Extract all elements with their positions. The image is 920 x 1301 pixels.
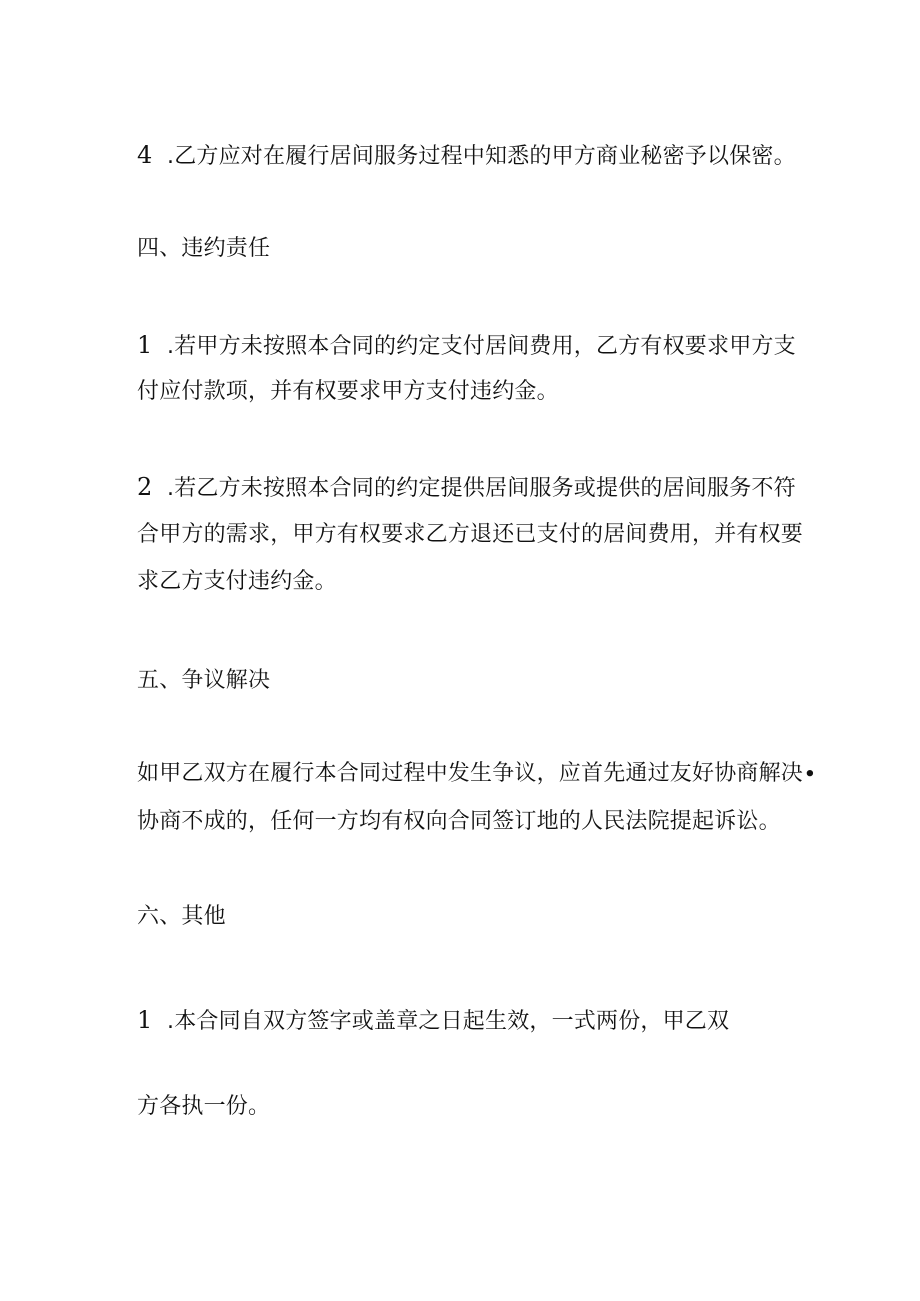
section-4-heading: 四、违约责任 [137, 236, 271, 261]
section-6-item-1-text-1: .本合同自双方签字或盖章之日起生效，一式两份，甲乙双 [167, 1009, 730, 1034]
section-5-heading: 五、争议解决 [137, 668, 271, 693]
section-4-item-1-line-1 [137, 330, 796, 362]
section-5-line-1: 如甲乙双方在履行本合同过程中发生争议，应首先通过友好协商解决∙ [137, 761, 817, 786]
section-4-item-1-text-1: .若甲方未按照本合同的约定支付居间费用，乙方有权要求甲方支 [167, 334, 796, 359]
section-6-item-1-line-2: 方各执一份。 [137, 1094, 271, 1119]
section-4-item-1-number: 1 [137, 331, 153, 359]
section-4-item-2-line-1 [137, 472, 796, 504]
section-4-item-2-line-2: 合甲方的需求，甲方有权要求乙方退还已支付的居间费用，并有权要 [137, 522, 804, 547]
section-4-item-2-number: 2 [137, 473, 153, 501]
section-6-heading: 六、其他 [137, 904, 226, 929]
item-4-paragraph [137, 140, 796, 172]
item-4-text: .乙方应对在履行居间服务过程中知悉的甲方商业秘密予以保密。 [167, 144, 796, 169]
section-5-line-2: 协商不成的，任何一方均有权向合同签订地的人民法院提起诉讼。 [137, 809, 781, 834]
section-6-item-1-line-1 [137, 1005, 729, 1037]
section-4-item-2-text-1: .若乙方未按照本合同的约定提供居间服务或提供的居间服务不符 [167, 476, 796, 501]
section-4-item-1-line-2: 付应付款项，并有权要求甲方支付违约金。 [137, 379, 559, 404]
item-4-number: 4 [137, 141, 153, 169]
section-4-item-2-line-3: 求乙方支付违约金。 [137, 569, 337, 594]
section-6-item-1-number: 1 [137, 1006, 153, 1034]
